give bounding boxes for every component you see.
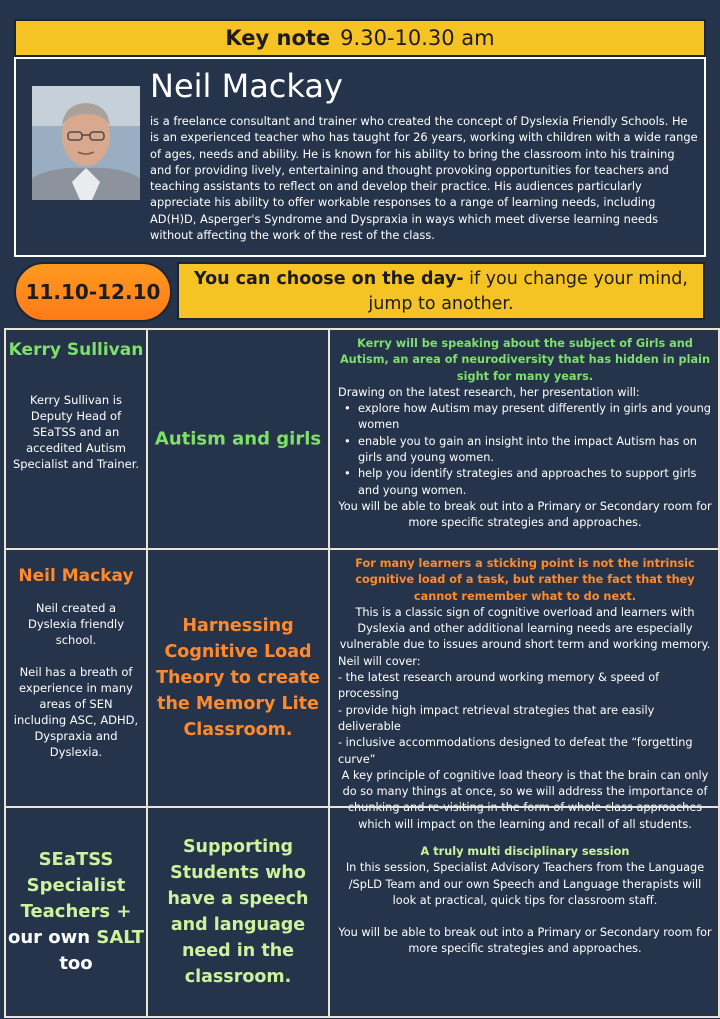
keynote-banner <box>14 19 706 57</box>
keynote-label: Key note <box>225 26 331 50</box>
session-topic: Autism and girls <box>154 428 322 450</box>
topic-cell-cognitive-load <box>146 548 330 808</box>
presenter-name-part: our own <box>7 927 91 948</box>
session-topic: Harnessing Cognitive Load Theory to create the Memory Lite Classroom. <box>156 616 320 740</box>
session-paragraph-1: This is a classic sign of cognitive overload and learners with Dyslexia and other additional learning needs are especially vulnerable due to issues around short term and working memory. <box>339 605 711 652</box>
presenter-name-part: SEaTSS Specialist Teachers + <box>20 849 132 922</box>
session-bullet-list <box>338 401 712 499</box>
description-cell-autism <box>328 328 720 550</box>
topic-cell-autism <box>146 328 330 550</box>
session-cover-heading: Neil will cover: <box>338 654 421 668</box>
speaker-photo <box>32 86 140 200</box>
presenter-cell-neil <box>4 548 148 808</box>
session-paragraph-2: A key principle of cognitive load theory is that the brain can only do so many things at once, so we will address the importance of chunking and re-visiting in the form of whole class approaches which will impact on the learning and recall of all students. <box>341 768 709 831</box>
presenter-name: Kerry Sullivan <box>8 340 144 360</box>
sessions-table <box>4 328 720 1018</box>
list-item: - inclusive accommodations designed to defeat the “forgetting curve” <box>338 736 693 766</box>
speaker-photo-illustration <box>32 86 140 200</box>
description-cell-speech-language <box>328 806 720 1018</box>
session-time-badge: 11.10-12.10 <box>14 262 172 322</box>
session-paragraph-2: You will be able to break out into a Primary or Secondary room for more specific strategies and approaches. <box>338 926 712 956</box>
list-item: • explore how Autism may present differently in girls and young women <box>342 401 712 434</box>
speaker-bio: is a freelance consultant and trainer who created the concept of Dyslexia Friendly Schools. He is an experienced teacher who has taught for 26 years, working with children with a wide range of ages, needs and ability. He is known for his ability to bring the classroom into his training and for providing lively, entertaining and thought provoking opportunities for teachers and teaching assistants to reflect on and develop their practice. His audiences particularly appreciate his ability to offer workable responses to a range of learning needs, including AD(H)D, Asperger's Syndrome and Dyspraxia in ways which meet diverse learning needs without affecting the work of the rest of the class. <box>150 114 698 243</box>
session-intro: Drawing on the latest research, her presentation will: <box>338 385 640 399</box>
session-topic: Supporting Students who have a speech and language need in the classroom. <box>167 837 309 987</box>
session-lead: For many learners a sticking point is not the intrinsic cognitive load of a task, but rather the fact that they cannot remember what to do next. <box>355 557 695 603</box>
keynote-speaker-panel <box>14 57 706 257</box>
list-item: - provide high impact retrieval strategies that are easily deliverable <box>338 703 655 733</box>
presenter-name: Neil Mackay <box>18 566 134 586</box>
presenter-bio-1: Neil created a Dyslexia friendly school. <box>27 601 125 647</box>
description-cell-cognitive-load <box>328 548 720 831</box>
session-lead: A truly multi disciplinary session <box>420 845 630 858</box>
choose-bold-text: You can choose on the day- <box>194 269 464 289</box>
topic-cell-speech-language <box>146 806 330 1018</box>
presenter-name-part: SALT <box>96 927 145 948</box>
session-lead: Kerry will be speaking about the subject of Girls and Autism, an area of neurodiversity that has hidden in plain sight for many years. <box>339 337 711 383</box>
presenter-name <box>6 847 146 977</box>
presenter-bio-2: Neil has a breath of experience in many areas of SEN including ASC, ADHD, Dyspraxia and Dyslexia. <box>13 665 139 759</box>
list-item: • help you identify strategies and approaches to support girls and young women. <box>342 466 712 499</box>
list-item: • enable you to gain an insight into the impact Autism has on girls and young women. <box>342 434 712 467</box>
presenter-name-part: too <box>59 953 93 974</box>
presenter-cell-kerry <box>4 328 148 550</box>
presenter-bio: Kerry Sullivan is Deputy Head of SEaTSS and an accedited Autism Specialist and Trainer. <box>12 393 140 471</box>
list-item: - the latest research around working memory & speed of processing <box>338 671 660 701</box>
speaker-name: Neil Mackay <box>150 67 343 105</box>
choose-rest-text: if you change your mind, jump to another. <box>368 269 688 314</box>
session-paragraph-1: In this session, Specialist Advisory Teachers from the Language /SpLD Team and our own Speech and Language therapists will look at practical, quick tips for classroom staff. <box>345 861 705 907</box>
choose-banner <box>177 262 705 320</box>
session-outro: You will be able to break out into a Primary or Secondary room for more specific strategies and approaches. <box>338 499 712 530</box>
presenter-cell-seatss <box>4 806 148 1018</box>
keynote-time: 9.30-10.30 am <box>340 26 495 50</box>
